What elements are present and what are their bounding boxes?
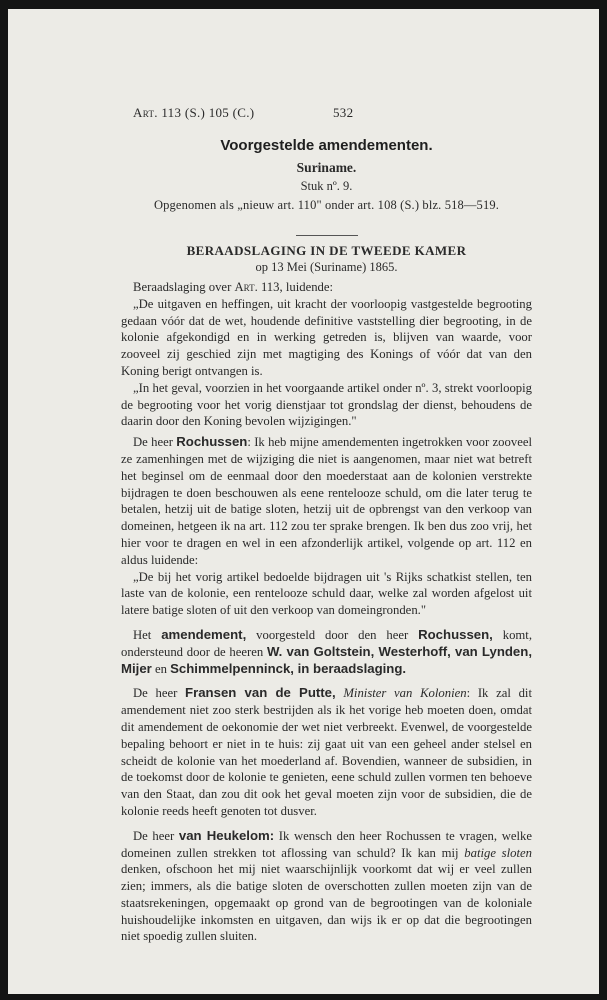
section-title: Voorgestelde amendementen. (220, 137, 433, 154)
minister-role: Minister van Kolonien (343, 686, 467, 701)
p6-pre: De heer (133, 686, 186, 701)
intro-pre: Beraadslaging over (133, 280, 235, 294)
document-page (8, 9, 599, 994)
p7-text2: denken, ofschoon het mij niet waarschijnlijk voorkomt dat wij er veel zullen zien; immers, als die batige sloten de overschotten zullen moeten zijn van de staatsrekeningen, opgemaakt op grond van de begrootingen van de koloniale huishoudelijke inkomsten en uitgaven, dan wijs ik er op dat die begrootingen niet spoedig zullen sluiten. (121, 862, 532, 944)
p7-pre: De heer (133, 828, 179, 843)
page-content (121, 105, 532, 945)
paragraph-2: „In het geval, voorzien in het voorgaande artikel onder nº. 3, strekt voorloopig de begrooting voor het vorig dienstjaar tot grondslag der dienst, behoudens de daarin door den Koning bevolen wijzigingen." (121, 380, 532, 429)
debate-date: op 13 Mei (Suriname) 1865. (255, 260, 398, 274)
p5-mid: voorgesteld door den heer (246, 627, 419, 642)
p7-text1: Ik wensch den heer Rochussen te vragen, welke domeinen zullen strekken tot aflossing van schuld? Ik kan mij (121, 828, 532, 860)
debate-title: BERAADSLAGING IN DE TWEEDE KAMER (186, 243, 467, 258)
p7-italic: batige sloten (464, 845, 532, 860)
paragraph-rochussen (121, 434, 532, 568)
p5-mid2: komt, ondersteund door de heeren (121, 627, 532, 659)
paragraph-fransen (121, 685, 532, 819)
p5-pre: Het (133, 627, 162, 642)
page-number: 532 (333, 105, 354, 120)
paragraph-heukelom (121, 828, 532, 946)
speaker-rochussen: Rochussen (176, 434, 248, 450)
intro-post: 113, luidende: (257, 280, 334, 294)
section-divider (296, 235, 358, 236)
speaker-heukelom: van Heukelom: (178, 827, 275, 843)
running-header (121, 105, 532, 125)
debate-intro (121, 279, 532, 296)
intro-art: Art. (234, 280, 258, 294)
p5-en: en (151, 661, 171, 676)
amendment-word: amendement, (161, 626, 247, 642)
proposer-name: Rochussen, (418, 626, 493, 642)
speaker-fransen: Fransen van de Putte, (185, 685, 336, 701)
opgenomen-note: Opgenomen als „nieuw art. 110" onder art. 108 (S.) blz. 518—519. (153, 198, 500, 212)
supporter-names: W. van Goltstein, Westerhoff, van Lynden, Mijer (121, 643, 532, 676)
section-subtitle: Suriname. (296, 160, 357, 175)
p6-text: : Ik zal dit amendement niet zoo sterk bestrijden als ik het vorige heb moeten doen, omdat dit amendement de oekonomie der wet niet verbreekt. Evenwel, de voorgestelde bepaling behoort er niet in te huis: zij gaat uit van een geheel ander stelsel en scheidt de kolonie van het moederland af. Bovendien, wanneer de subsidien, in de toekomst door de kolonie te genieten, eene schuld zullen vormen ten behoeve van den Staat, dan zou dit ook het geval moeten zijn voor de subsidien, die de kolonie reeds heeft genoten tot dusver. (121, 686, 532, 818)
header-article-ref: Art. 113 (S.) 105 (C.) (133, 105, 255, 120)
p3-pre: De heer (133, 435, 177, 450)
supporter-last: Schimmelpenninck, in beraadslaging. (170, 660, 407, 676)
p3-text: : Ik heb mijne amendementen ingetrokken voor zooveel ze zamenhingen met de wijziging die niet is aangenomen, maar niet wat betreft het beginsel om de eenmaal door den moederstaat aan de kolonien verstrekte bijdragen te doen beschouwen als eene rentelooze schuld, om die later terug te betalen, hetzij uit de batige sloten, hetzij uit de opbrengst van den verkoop van domeinen, hetgeen ik na art. 112 zou ter sprake brengen. Ik ben dus zoo vrij, het hier voor te dragen en wel in een afzonderlijk artikel, volgende op art. 112 en aldus luidende: (121, 435, 532, 567)
paragraph-1: „De uitgaven en heffingen, uit kracht der voorloopig vastgestelde begrooting gedaan vóór dat de wet, houdende definitive vaststelling dier begrooting, in de kolonie afgekondigd en in werking getreden is, blijven van waarde, voor zooveel zij geschied zijn met magtiging des Konings of vóór dat van den Koning berigt ontvangen is. (121, 296, 532, 378)
stuk-number: Stuk nº. 9. (300, 179, 353, 193)
paragraph-amendment-text: „De bij het vorig artikel bedoelde bijdragen uit 's Rijks schatkist stellen, ten laste van de kolonie, een rentelooze schuld daar, welke zal worden afgelost uit latere batige sloten of uit den verkoop van domeingronden." (121, 569, 532, 618)
paragraph-amendment (121, 627, 532, 677)
